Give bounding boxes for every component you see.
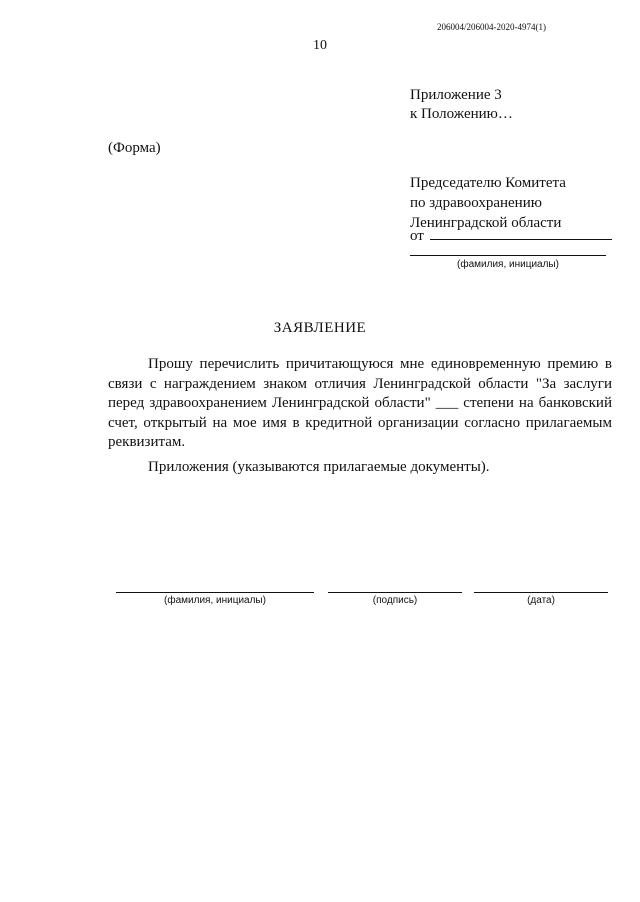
addressee-line-3: Ленинградской области [410,215,562,231]
signature-date-line[interactable] [474,592,608,593]
page-number: 10 [313,38,327,53]
document-title: ЗАЯВЛЕНИЕ [273,320,367,336]
from-field [410,227,612,245]
addressee-line-2: по здравоохранению [410,195,542,211]
appendix-line-1: Приложение 3 [410,87,502,103]
applicant-name-line[interactable] [410,255,606,256]
signature-line[interactable] [328,592,462,593]
signature-caption: (подпись) [372,595,418,606]
addressee-line-1: Председателю Комитета [410,175,566,191]
document-id: 206004/206004-2020-4974(1) [437,22,546,32]
appendix-reference [410,86,513,124]
date-caption: (дата) [527,595,555,606]
request-paragraph: Прошу перечислить причитающуюся мне единовременную премию в связи с награждением знаком отличия Ленинградской области "За заслуги перед здравоохранением Ленинградской области" ___ степени на банковский счет, открытый на мое имя в кредитной организации согласно прилагаемым реквизитам. [108,356,612,450]
from-label: от [410,228,424,244]
applicant-name-caption: (фамилия, инициалы) [457,259,559,270]
signature-name-caption: (фамилия, инициалы) [164,595,266,606]
attachments-note: Приложения (указываются прилагаемые документы). [148,459,490,475]
signature-name-line[interactable] [116,592,314,593]
from-blank-line[interactable] [430,227,612,240]
addressee-block [410,173,566,233]
form-label: (Форма) [108,140,161,156]
appendix-line-2: к Положению… [410,106,513,122]
